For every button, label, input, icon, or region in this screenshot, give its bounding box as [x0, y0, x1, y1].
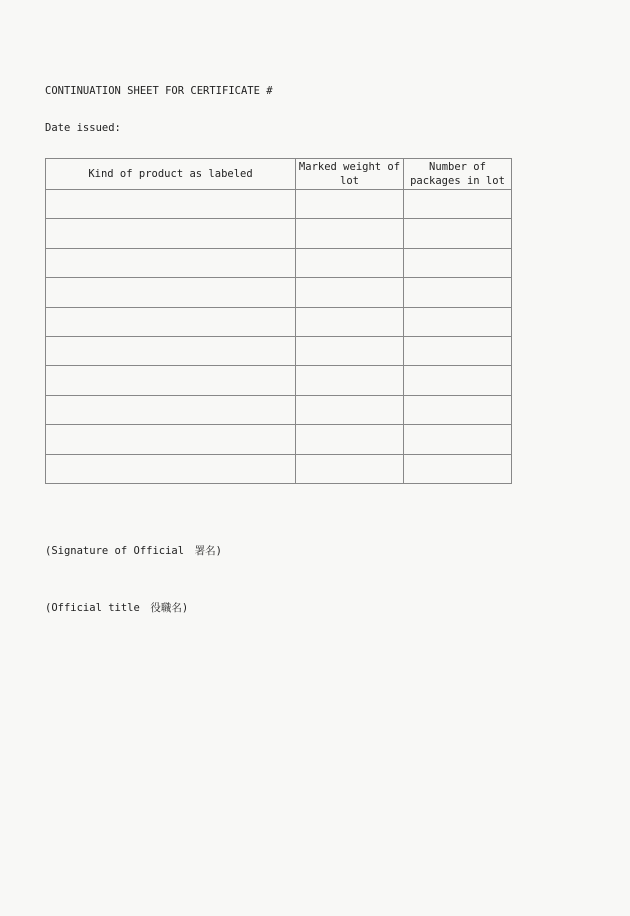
table-row	[46, 336, 512, 365]
table-cell-weight	[296, 219, 404, 248]
table-row	[46, 454, 512, 483]
table-row	[46, 307, 512, 336]
table-row	[46, 248, 512, 277]
table-cell-weight	[296, 454, 404, 483]
table-body	[46, 190, 512, 484]
signature-block	[45, 504, 222, 656]
table-cell-kind	[46, 366, 296, 395]
table-row	[46, 190, 512, 219]
document-title: CONTINUATION SHEET FOR CERTIFICATE #	[45, 85, 273, 97]
table-cell-packages	[404, 454, 512, 483]
table-cell-kind	[46, 248, 296, 277]
signature-of-official-line: (Signature of Official 署名)	[45, 545, 222, 557]
table-cell-packages	[404, 248, 512, 277]
table-cell-weight	[296, 278, 404, 307]
table-cell-packages	[404, 307, 512, 336]
table-cell-kind	[46, 219, 296, 248]
table-cell-packages	[404, 395, 512, 424]
table-row	[46, 278, 512, 307]
table-cell-weight	[296, 307, 404, 336]
table-cell-packages	[404, 366, 512, 395]
table-cell-weight	[296, 366, 404, 395]
table-row	[46, 219, 512, 248]
column-header-weight: Marked weight of lot	[296, 159, 404, 190]
table-row	[46, 366, 512, 395]
table-cell-weight	[296, 190, 404, 219]
table-cell-kind	[46, 336, 296, 365]
table-cell-weight	[296, 336, 404, 365]
column-header-packages: Number of packages in lot	[404, 159, 512, 190]
table-header	[46, 159, 512, 190]
date-issued-label: Date issued:	[45, 122, 121, 134]
table-cell-packages	[404, 336, 512, 365]
table-cell-weight	[296, 248, 404, 277]
table-header-row	[46, 159, 512, 190]
table-cell-kind	[46, 395, 296, 424]
product-table	[45, 158, 512, 484]
table-cell-kind	[46, 307, 296, 336]
table-cell-packages	[404, 425, 512, 454]
table-cell-weight	[296, 395, 404, 424]
table-cell-kind	[46, 278, 296, 307]
table-cell-packages	[404, 278, 512, 307]
column-header-kind: Kind of product as labeled	[46, 159, 296, 190]
official-title-line: (Official title 役職名)	[45, 602, 189, 614]
table-cell-kind	[46, 454, 296, 483]
table-row	[46, 425, 512, 454]
table-cell-kind	[46, 190, 296, 219]
table-cell-kind	[46, 425, 296, 454]
table-cell-weight	[296, 425, 404, 454]
table-cell-packages	[404, 190, 512, 219]
table-cell-packages	[404, 219, 512, 248]
table-row	[46, 395, 512, 424]
